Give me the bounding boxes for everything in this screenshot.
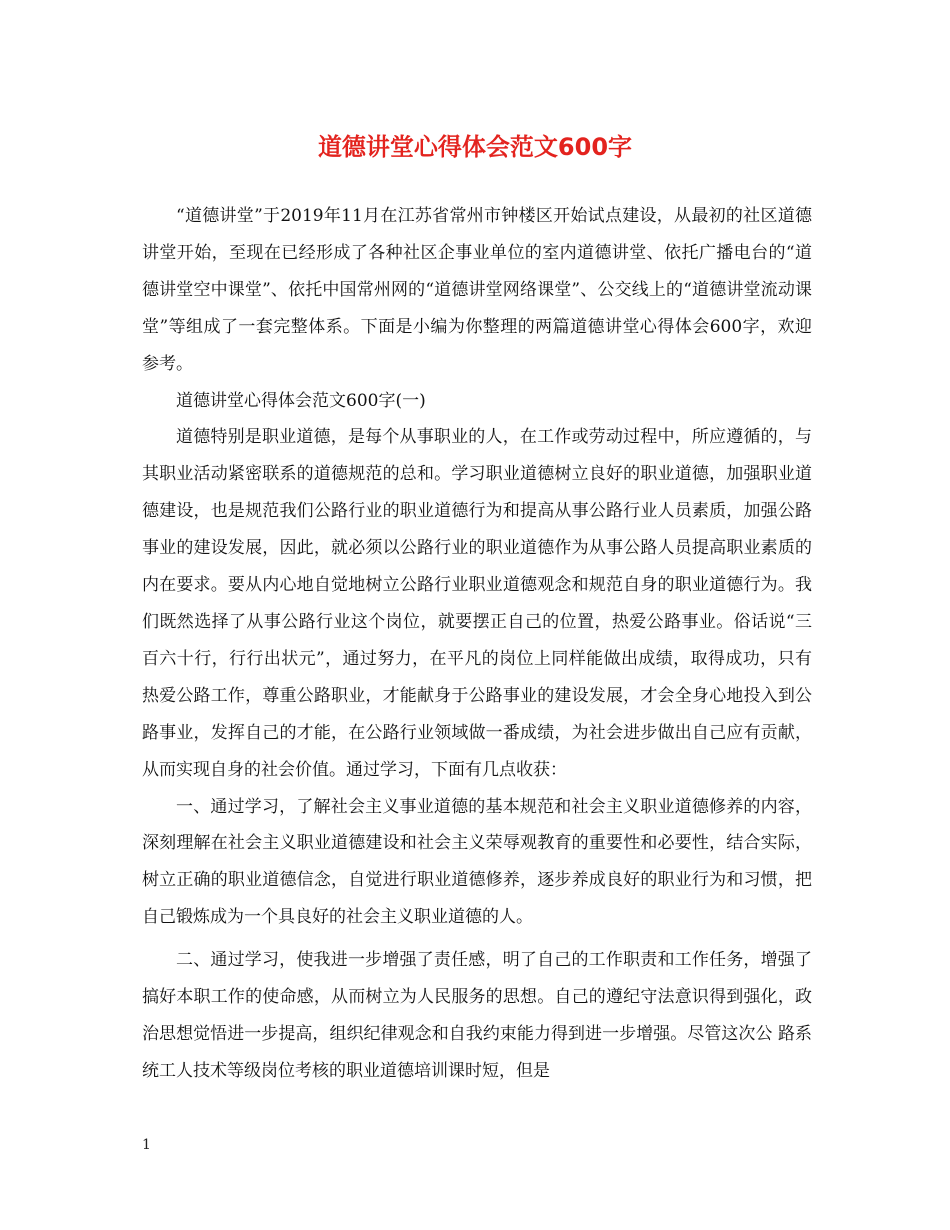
document-title: 道德讲堂心得体会范文600字 <box>317 133 633 161</box>
body-paragraph: 道德特别是职业道德，是每个从事职业的人，在工作或劳动过程中，所应遵循的，与其职业活动紧密联系的道德规范的总和。学习职业道德树立良好的职业道德，加强职业道德建设，也是规范我们公路行业的职业道德行为和提高从事公路行业人员素质，加强公路事业的建设发展，因此，就必须以公路行业的职业道德作为从事公路人员提高职业素质的内在要求。要从内心地自觉地树立公路行业职业道德观念和规范自身的职业道德行为。我们既然选择了从事公路行业这个岗位，就要摆正自己的位置，热爱公路事业。俗话说“三百六十行，行行出状元”，通过努力，在平凡的岗位上同样能做出成绩，取得成功，只有热爱公路工作，尊重公路职业，才能献身于公路事业的建设发展，才会全身心地投入到公路事业，发挥自己的才能，在公路行业领域做一番成绩，为社会进步做出自己应有贡献，从而实现自身的社会价值。通过学习，下面有几点收获： <box>142 427 812 780</box>
body-paragraph: 一、通过学习，了解社会主义事业道德的基本规范和社会主义职业道德修养的内容，深刻理解在社会主义职业道德建设和社会主义荣辱观教育的重要性和必要性，结合实际，树立正确的职业道德信念，自觉进行职业道德修养，逐步养成良好的职业行为和习惯，把自己锻炼成为一个具良好的社会主义职业道德的人。 <box>142 796 812 928</box>
body-paragraph: 二、通过学习，使我进一步增强了责任感，明了自己的工作职责和工作任务，增强了搞好本职工作的使命感，从而树立为人民服务的思想。自己的遵纪守法意识得到强化，政治思想觉悟进一步提高，组织纪律观念和自我约束能力得到进一步增强。尽管这次公 路系统工人技术等级岗位考核的职业道德培训课时短，但是 <box>142 950 812 1081</box>
section-heading: 道德讲堂心得体会范文600字(一) <box>176 390 426 411</box>
document-body <box>142 198 812 1090</box>
intro-paragraph: “道德讲堂”于2019年11月在江苏省常州市钟楼区开始试点建设，从最初的社区道德讲堂开始，至现在已经形成了各种社区企事业单位的室内道德讲堂、依托广播电台的“道德讲堂空中课堂”、依托中国常州网的“道德讲堂网络课堂”、公交线上的“道德讲堂流动课堂”等组成了一套完整体系。下面是小编为你整理的两篇道德讲堂心得体会600字，欢迎参考。 <box>142 206 812 374</box>
page-number: 1 <box>142 1137 151 1153</box>
